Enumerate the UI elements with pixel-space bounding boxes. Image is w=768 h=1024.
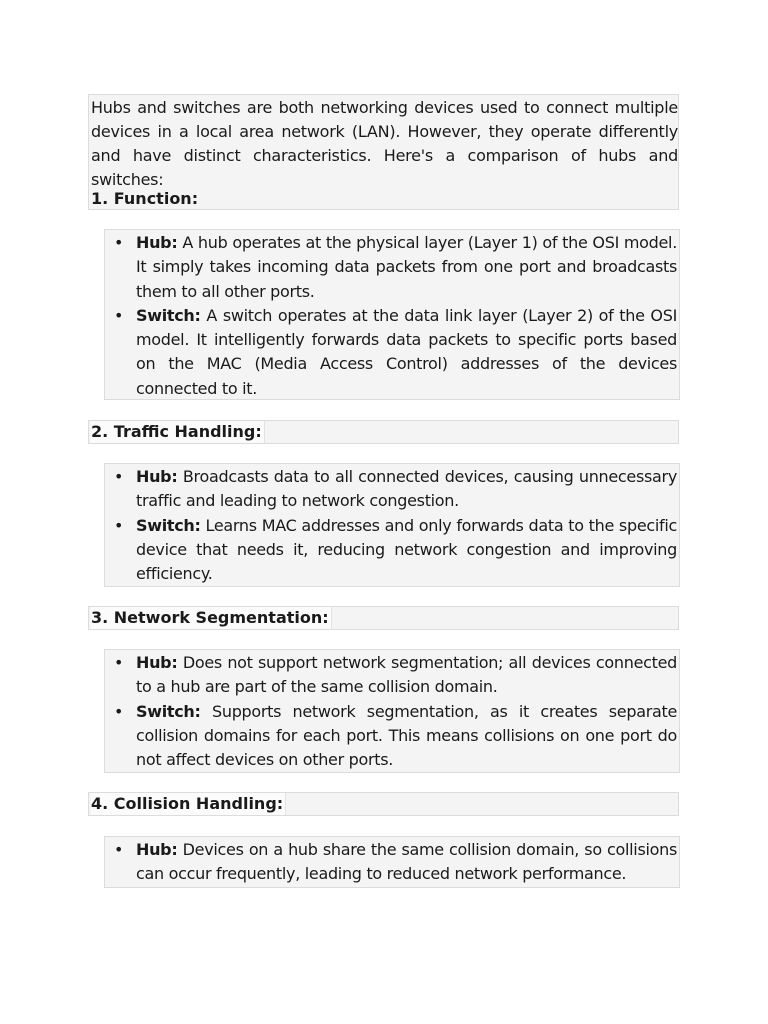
item-text: A hub operates at the physical layer (Layer 1) of the OSI model. It simply takes incoming data packets from one port and broadcasts them to all other ports. [136,233,677,301]
traffic-list [104,463,680,587]
section-heading-collision: 4. Collision Handling: [91,793,286,815]
bullet-icon: • [114,840,124,859]
collision-list [104,836,680,888]
list-item [105,465,679,514]
list-item [105,838,679,887]
segmentation-list [104,649,680,773]
traffic-heading-block [88,420,679,444]
item-label: Switch: [136,305,201,325]
section-heading-traffic: 2. Traffic Handling: [91,421,265,443]
item-label: Hub: [136,233,178,252]
list-item [105,651,679,700]
item-label: Hub: [136,840,178,859]
bullet-icon: • [114,233,124,252]
segmentation-heading-block [88,606,679,630]
function-list [104,229,680,400]
list-item [105,700,679,773]
intro-paragraph: Hubs and switches are both networking devices used to connect multiple devices in a local area network (LAN). However, they operate differently and have distinct characteristics. Here's a comparison of hubs and switches: [91,98,678,189]
collision-heading-block [88,792,679,816]
item-text: A switch operates at the data link layer (Layer 2) of the OSI model. It intelligently forwards data packets to specific ports based on the MAC (Media Access Control) addresses of the devices connected to it. [136,305,677,398]
list-item [105,231,679,304]
item-label: Hub: [136,653,178,672]
item-label: Switch: [136,515,201,535]
section-heading-function: 1. Function: [91,189,199,208]
bullet-icon: • [114,515,124,535]
section-heading-segmentation: 3. Network Segmentation: [91,607,332,629]
bullet-icon: • [114,305,124,325]
bullet-icon: • [114,653,124,672]
bullet-icon: • [114,467,124,486]
item-text: Broadcasts data to all connected devices, causing unnecessary traffic and leading to network congestion. [136,467,677,511]
item-text: Supports network segmentation, as it creates separate collision domains for each port. This means collisions on one port do not affect devices on other ports. [136,701,677,770]
list-item [105,304,679,401]
item-text: Learns MAC addresses and only forwards data to the specific device that needs it, reducing network congestion and improving efficiency. [136,515,677,584]
item-label: Switch: [136,701,201,721]
intro-block [88,94,679,210]
bullet-icon: • [114,701,124,721]
item-text: Does not support network segmentation; all devices connected to a hub are part of the same collision domain. [136,653,677,697]
item-text: Devices on a hub share the same collision domain, so collisions can occur frequently, leading to reduced network performance. [136,840,677,884]
list-item [105,514,679,587]
item-label: Hub: [136,467,178,486]
